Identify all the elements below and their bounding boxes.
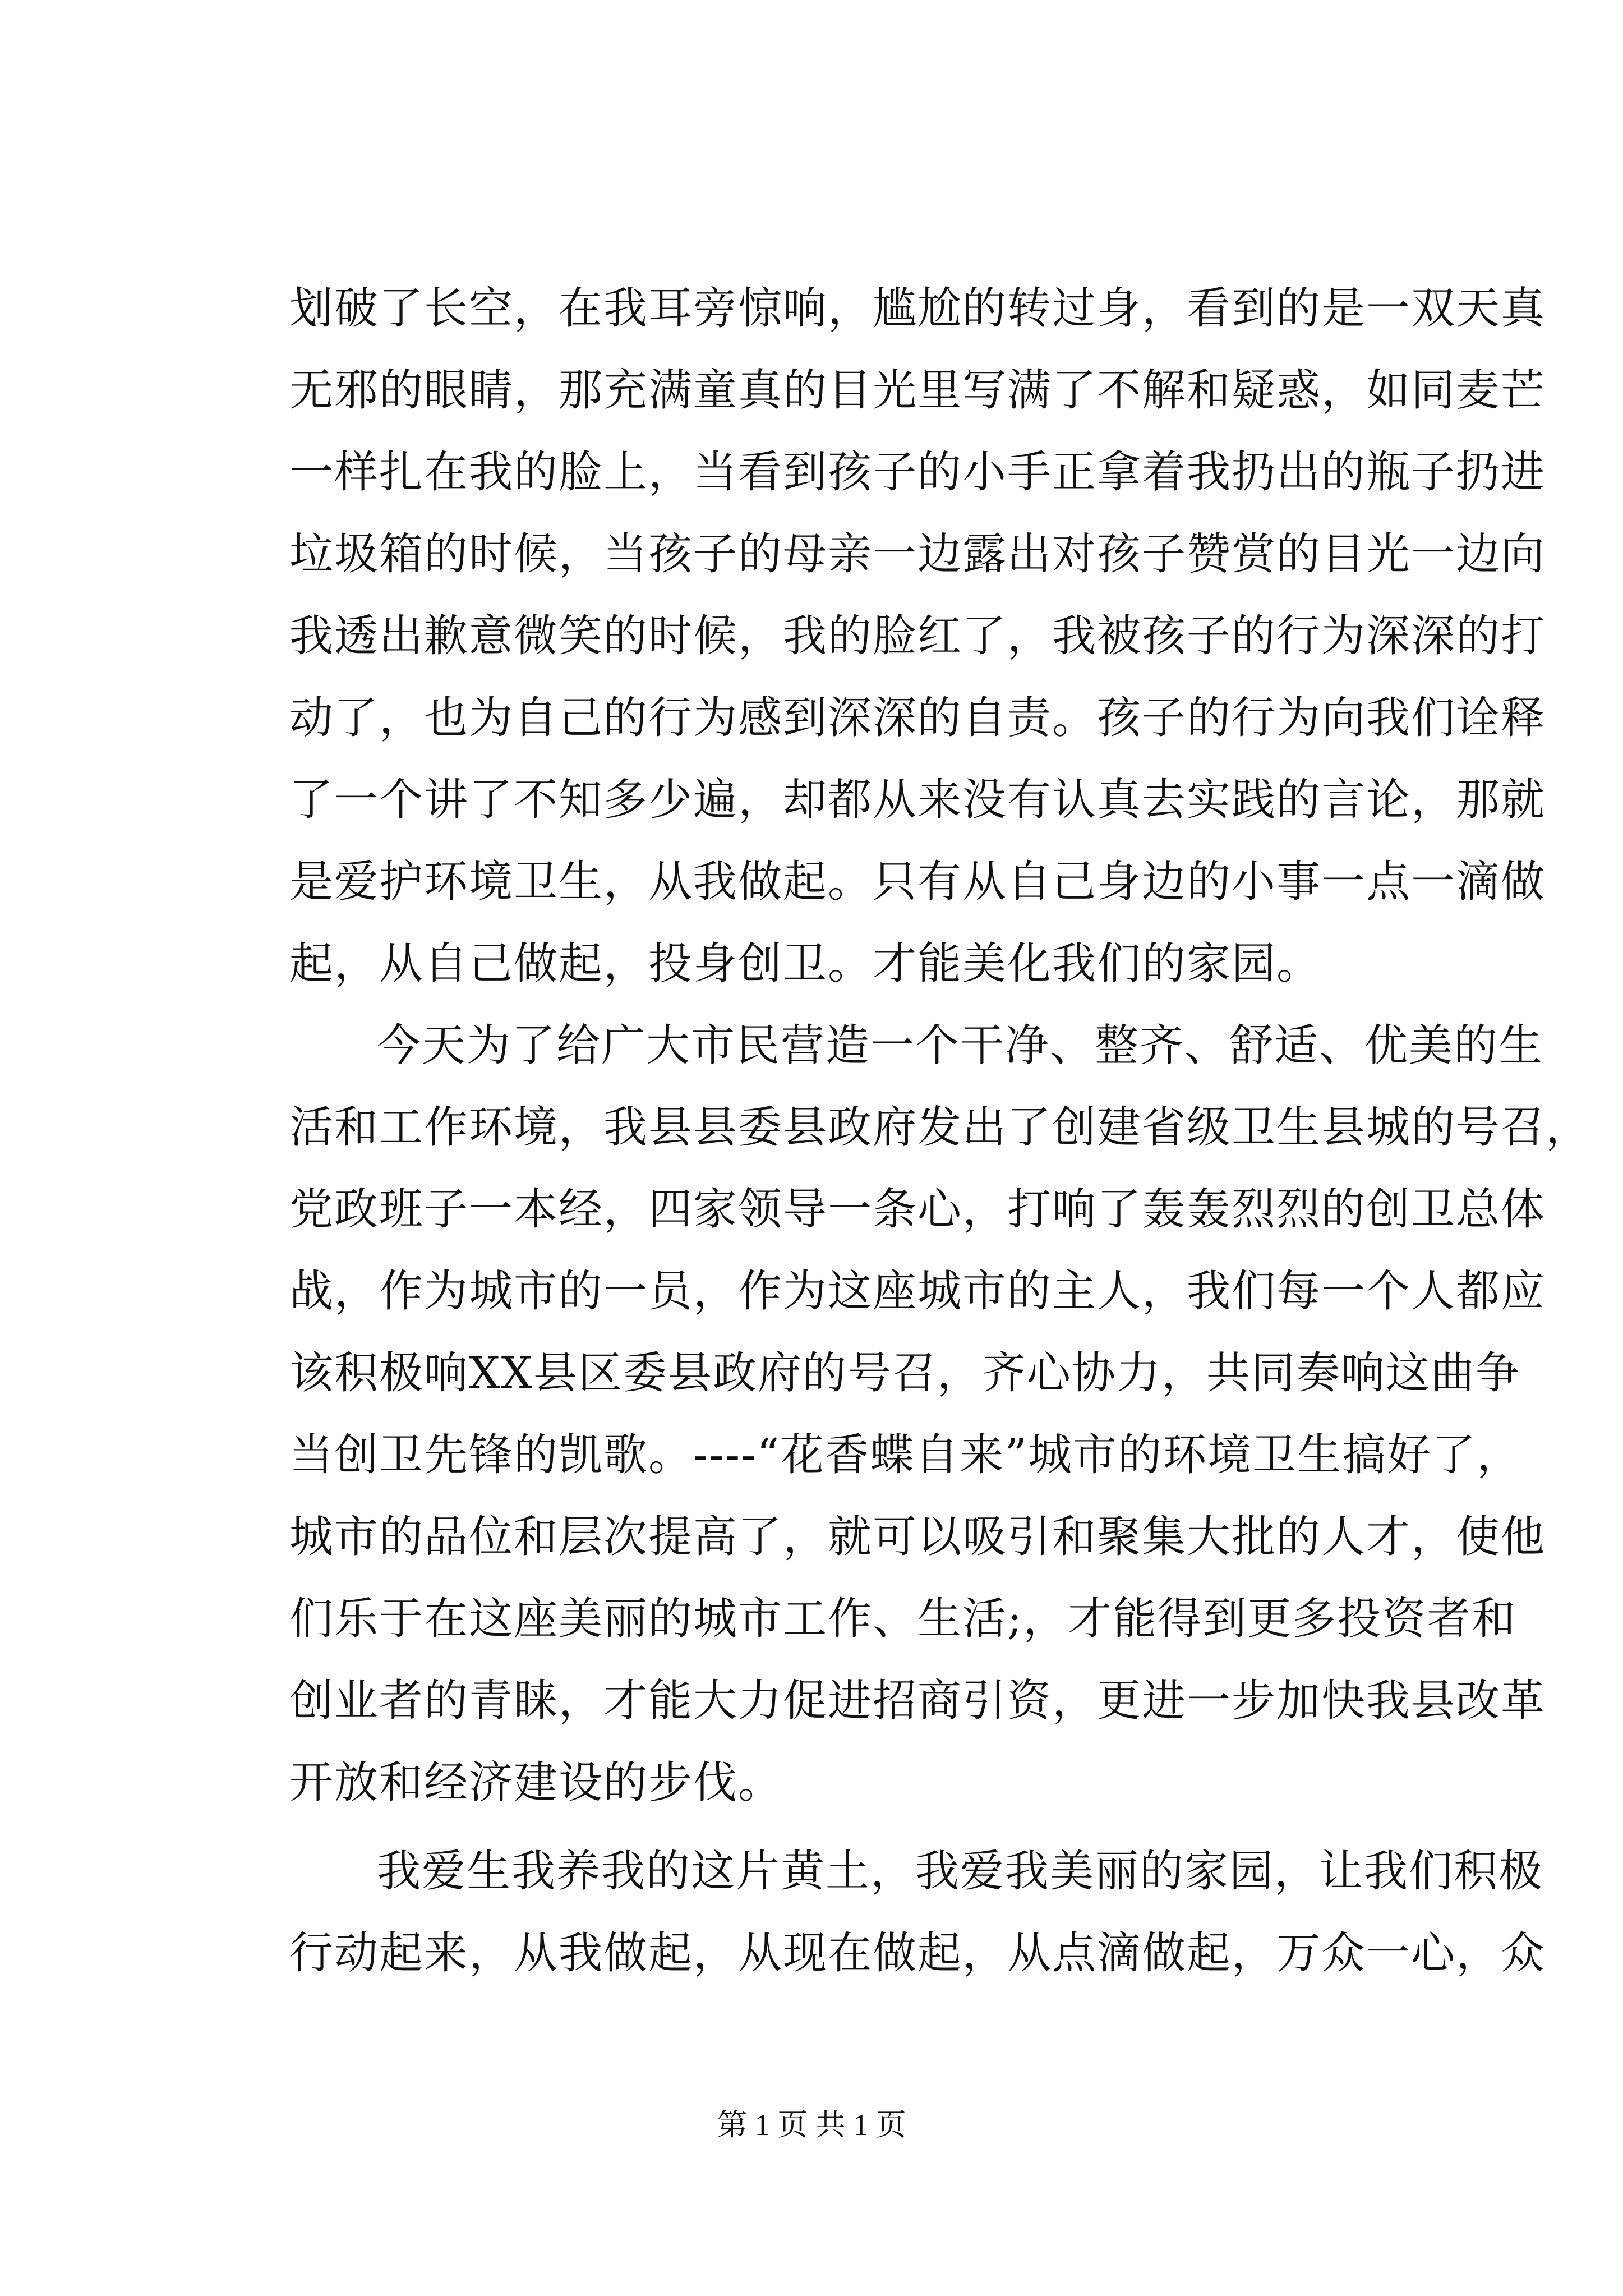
text-line: 该积极响XX县区委县政府的号召，齐心协力，共同奏响这曲争 [289,1348,1521,1398]
text-line: 城市的品位和层次提高了，就可以吸引和聚集大批的人才，使他 [289,1512,1546,1562]
text-line: 动了，也为自己的行为感到深深的自责。孩子的行为向我们诠释 [289,693,1546,743]
text-line: 无邪的眼睛，那充满童真的目光里写满了不解和疑惑，如同麦芒 [289,365,1546,416]
text-line: 行动起来，从我做起，从现在做起，从点滴做起，万众一心，众 [289,1928,1546,1978]
text-line: 了一个讲了不知多少遍，却都从来没有认真去实践的言论，那就 [289,775,1546,825]
page-number-footer: 第 1 页 共 1 页 [717,2108,906,2142]
text-line: 活和工作环境，我县县委县政府发出了创建省级卫生县城的号召， [289,1102,1591,1153]
text-line: 一样扎在我的脸上，当看到孩子的小手正拿着我扔出的瓶子扔进 [289,447,1546,498]
text-line: 我爱生我养我的这片黄土，我爱我美丽的家园，让我们积极 [377,1846,1544,1897]
text-line: 今天为了给广大市民营造一个干净、整齐、舒适、优美的生 [377,1020,1544,1071]
text-line: 创业者的青睐，才能大力促进招商引资，更进一步加快我县改革 [289,1676,1546,1726]
text-line: 们乐于在这座美丽的城市工作、生活;，才能得到更多投资者和 [289,1594,1517,1644]
text-line: 当创卫先锋的凯歌。----“花香蝶自来”城市的环境卫生搞好了， [289,1430,1522,1480]
text-line: 战，作为城市的一员，作为这座城市的主人，我们每一个人都应 [289,1266,1546,1317]
text-line: 我透出歉意微笑的时候，我的脸红了，我被孩子的行为深深的打 [289,611,1546,661]
text-line: 是爱护环境卫生，从我做起。只有从自己身边的小事一点一滴做 [289,857,1546,907]
text-line: 起，从自己做起，投身创卫。才能美化我们的家园。 [289,938,1322,989]
text-line: 党政班子一本经，四家领导一条心，打响了轰轰烈烈的创卫总体 [289,1184,1546,1235]
text-line: 开放和经济建设的步伐。 [289,1757,783,1808]
text-line: 划破了长空，在我耳旁惊响，尴尬的转过身，看到的是一双天真 [289,283,1546,334]
text-line: 垃圾箱的时候，当孩子的母亲一边露出对孩子赞赏的目光一边向 [289,529,1546,579]
